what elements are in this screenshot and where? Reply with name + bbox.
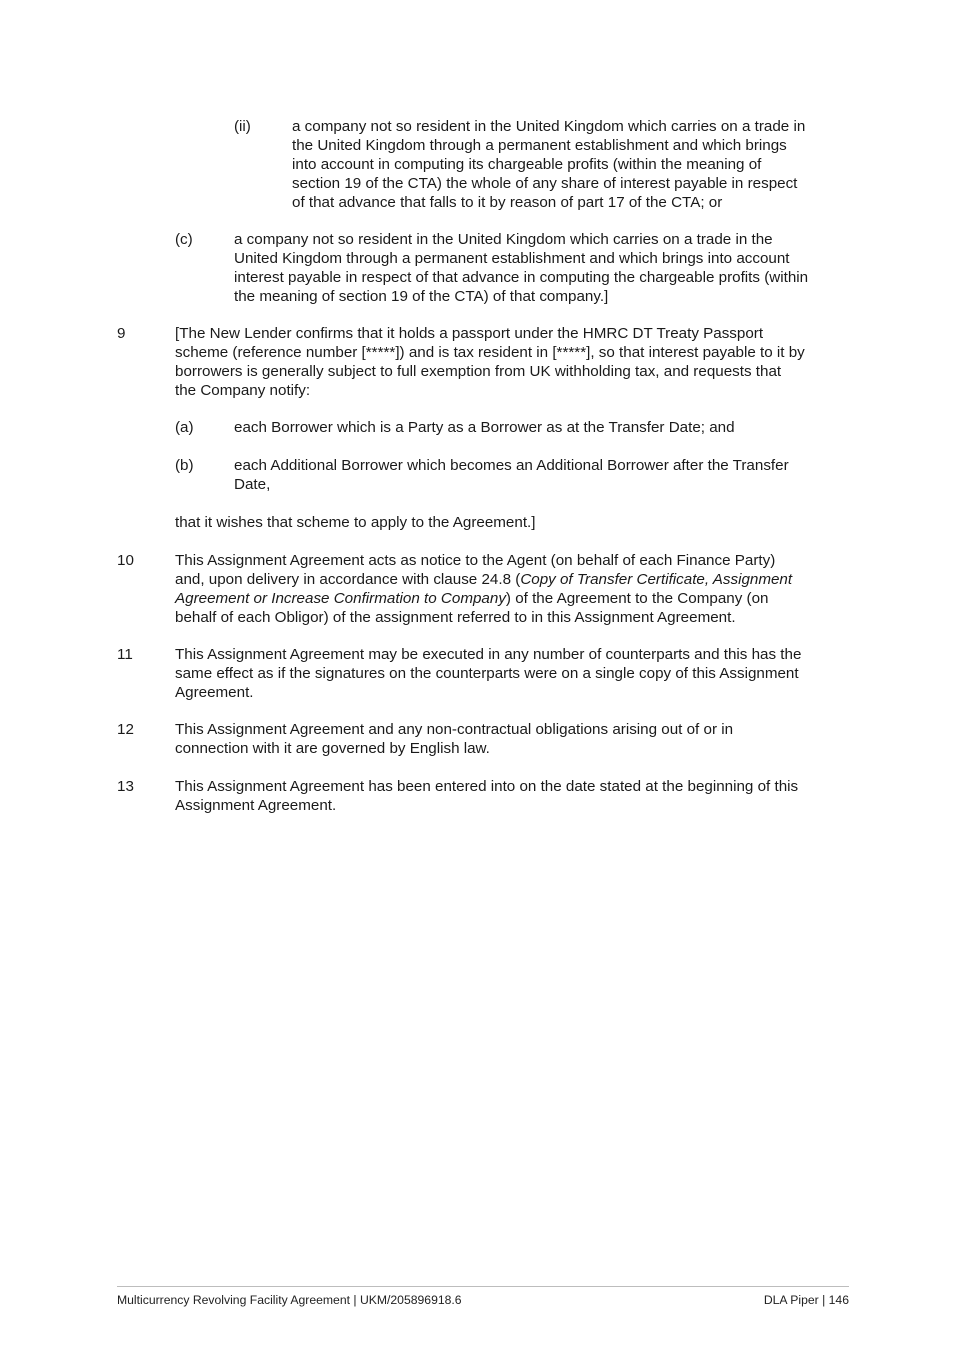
clause-10-text (175, 552, 792, 628)
clause-13-number: 13 (117, 778, 134, 795)
text-line: scheme (reference number [*****]) and is tax resident in [*****], so that interest payable to it by (175, 343, 805, 361)
clause-9-closing (175, 514, 535, 533)
text-line: the meaning of section 19 of the CTA) of that company.] (234, 287, 609, 305)
text-line: section 19 of the CTA) the whole of any share of interest payable in respect (292, 174, 798, 192)
clause-reference-title: Agreement or Increase Confirmation to Company (175, 589, 506, 607)
text-segment: and, upon delivery in accordance with clause 24.8 ( (175, 570, 521, 588)
footer-document-reference: Multicurrency Revolving Facility Agreement | UKM/205896918.6 (117, 1293, 462, 1307)
clause-11-number: 11 (117, 646, 133, 663)
footer-page-number: DLA Piper | 146 (763, 1293, 849, 1307)
text-line (175, 571, 792, 590)
clause-9-item-a-text (234, 419, 735, 438)
sub-item-ii-text (292, 118, 805, 213)
text-line: behalf of each Obligor) of the assignment referred to in this Assignment Agreement. (175, 608, 736, 626)
clause-9-number: 9 (117, 325, 126, 342)
text-line: Assignment Agreement. (175, 796, 337, 814)
clause-13-text (175, 778, 798, 816)
clause-9-item-b-label: (b) (175, 457, 194, 474)
sub-item-c-text (234, 231, 808, 307)
clause-9-text (175, 325, 805, 401)
text-line: This Assignment Agreement and any non-contractual obligations arising out of or in (175, 721, 734, 738)
text-line: This Assignment Agreement may be executed in any number of counterparts and this has the (175, 646, 802, 663)
text-line: same effect as if the signatures on the counterparts were on a single copy of this Assignment (175, 664, 799, 682)
clause-11-text (175, 646, 801, 703)
clause-9-item-b-text (234, 457, 789, 495)
text-line: borrowers is generally subject to full exemption from UK withholding tax, and requests that (175, 362, 782, 380)
footer-divider (117, 1286, 849, 1287)
text-line: United Kingdom through a permanent establishment and which brings into account (234, 249, 790, 267)
clause-9-item-a-label: (a) (175, 419, 194, 436)
sub-item-ii-label: (ii) (234, 118, 251, 135)
text-line: [The New Lender confirms that it holds a passport under the HMRC DT Treaty Passport (175, 325, 764, 342)
text-line: that it wishes that scheme to apply to the Agreement.] (175, 514, 536, 531)
text-line: each Borrower which is a Party as a Borrower as at the Transfer Date; and (234, 419, 735, 436)
clause-reference-title: Copy of Transfer Certificate, Assignment (520, 570, 793, 588)
text-line: This Assignment Agreement acts as notice to the Agent (on behalf of each Finance Party) (175, 552, 776, 569)
text-line: a company not so resident in the United Kingdom which carries on a trade in (292, 118, 806, 135)
text-line: This Assignment Agreement has been entered into on the date stated at the beginning of this (175, 778, 799, 795)
sub-item-c-label: (c) (175, 231, 193, 248)
text-line: into account in computing its chargeable profits (within the meaning of (292, 155, 762, 173)
text-line: Agreement. (175, 683, 254, 701)
text-line: Date, (234, 475, 271, 493)
text-line: a company not so resident in the United Kingdom which carries on a trade in the (234, 231, 773, 248)
clause-12-number: 12 (117, 721, 134, 738)
text-segment: ) of the Agreement to the Company (on (505, 589, 769, 607)
text-line: of that advance that falls to it by reason of part 17 of the CTA; or (292, 193, 723, 211)
clause-12-text (175, 721, 733, 759)
text-line: each Additional Borrower which becomes an Additional Borrower after the Transfer (234, 457, 789, 474)
text-line: interest payable in respect of that advance in computing the chargeable profits (within (234, 268, 809, 286)
clause-10-number: 10 (117, 552, 134, 569)
text-line: the United Kingdom through a permanent establishment and which brings (292, 136, 787, 154)
text-line (175, 590, 792, 609)
text-line: connection with it are governed by English law. (175, 739, 490, 757)
text-line: the Company notify: (175, 381, 311, 399)
